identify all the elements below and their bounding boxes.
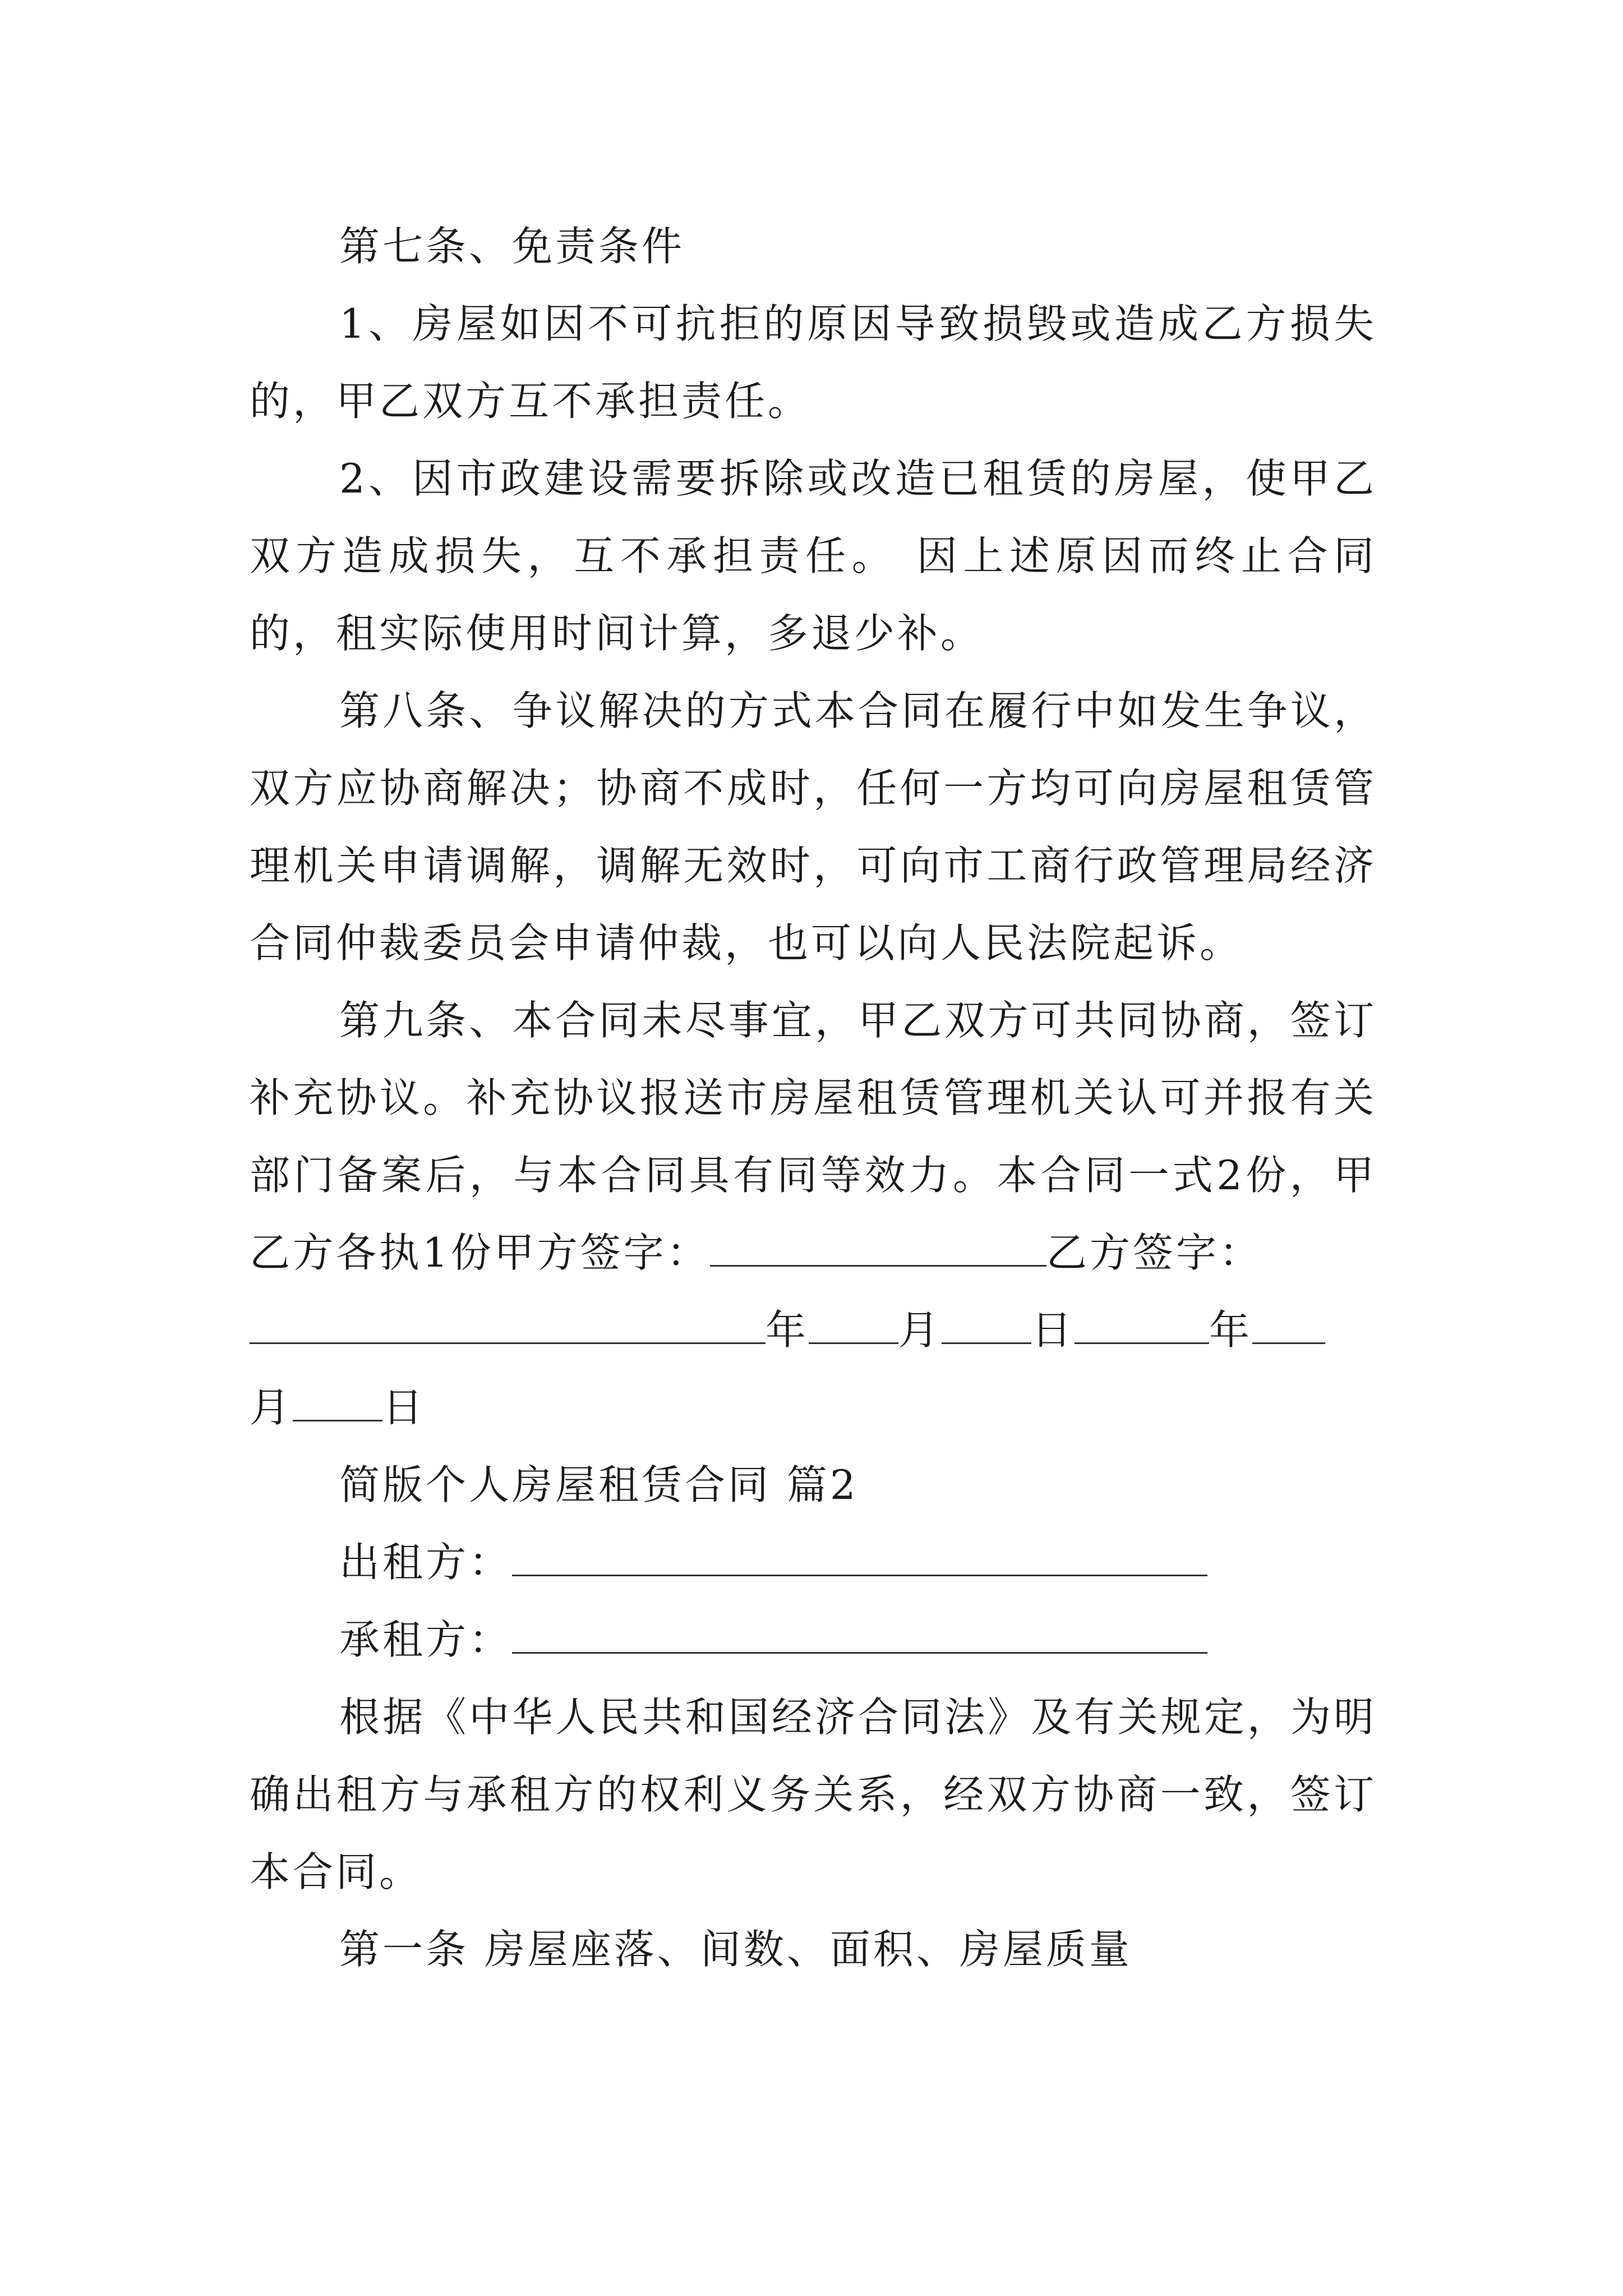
date-day-label-2: 日: [382, 1384, 426, 1431]
contract-2-preamble: 根据《中华人民共和国经济合同法》及有关规定，为明确出租方与承租方的权利义务关系，经双方协商一致，签订本合同。: [250, 1694, 1377, 1895]
lessee-field[interactable]: [512, 1617, 1207, 1654]
day-blank[interactable]: [942, 1308, 1031, 1344]
date-month-label-2: 月: [250, 1384, 293, 1431]
article-1-title: 第一条 房屋座落、间数、面积、房屋质量: [339, 1926, 1132, 1973]
year-blank-2[interactable]: [1075, 1308, 1209, 1344]
date-month-label: 月: [898, 1306, 942, 1354]
clause-9-text: 第九条、本合同未尽事宜，甲乙双方可共同协商，签订补充协议。补充协议报送市房屋租赁管理机关认可并报有关部门备案后，与本合同具有同等效力。本合同一式2份，甲乙方各执1份甲方签字：: [250, 997, 1377, 1276]
party-a-signature-blank[interactable]: [710, 1230, 1046, 1267]
lessee-line: [250, 1601, 1377, 1678]
month-blank[interactable]: [809, 1308, 898, 1344]
lessee-label: 承租方：: [339, 1616, 513, 1663]
date-line-2: [250, 1369, 1377, 1446]
day-blank-2[interactable]: [293, 1385, 382, 1421]
clause-8-text: 第八条、争议解决的方式本合同在履行中如发生争议，双方应协商解决；协商不成时，任何一方均可向房屋租赁管理机关申请调解，调解无效时，可向市工商行政管理局经济合同仲裁委员会申请仲裁，也可以向人民法院起诉。: [250, 687, 1377, 967]
signature-date-line: [250, 1291, 1377, 1369]
contract-2-title: 简版个人房屋租赁合同 篇2: [339, 1461, 859, 1508]
lessor-line: [250, 1524, 1377, 1601]
document-body: [250, 208, 1377, 1988]
party-b-signature-label: 乙方签字：: [1046, 1229, 1262, 1276]
clause-9-paragraph: [250, 982, 1377, 1291]
date-year-label: 年: [766, 1306, 809, 1354]
month-blank-2[interactable]: [1252, 1308, 1325, 1344]
lessor-field[interactable]: [512, 1540, 1207, 1576]
clause-7-item-2: 2、因市政建设需要拆除或改造已租赁的房屋，使甲乙双方造成损失，互不承担责任。 因上述原因而终止合同的，租实际使用时间计算，多退少补。: [250, 455, 1377, 657]
date-year-label-2: 年: [1209, 1306, 1253, 1354]
clause-7-title: 第七条、免责条件: [339, 223, 685, 270]
date-day-label: 日: [1031, 1306, 1075, 1354]
party-b-signature-blank[interactable]: [250, 1308, 766, 1344]
lessor-label: 出租方：: [339, 1539, 513, 1586]
clause-7-item-1: 1、房屋如因不可抗拒的原因导致损毁或造成乙方损失的，甲乙双方互不承担责任。: [250, 300, 1377, 425]
